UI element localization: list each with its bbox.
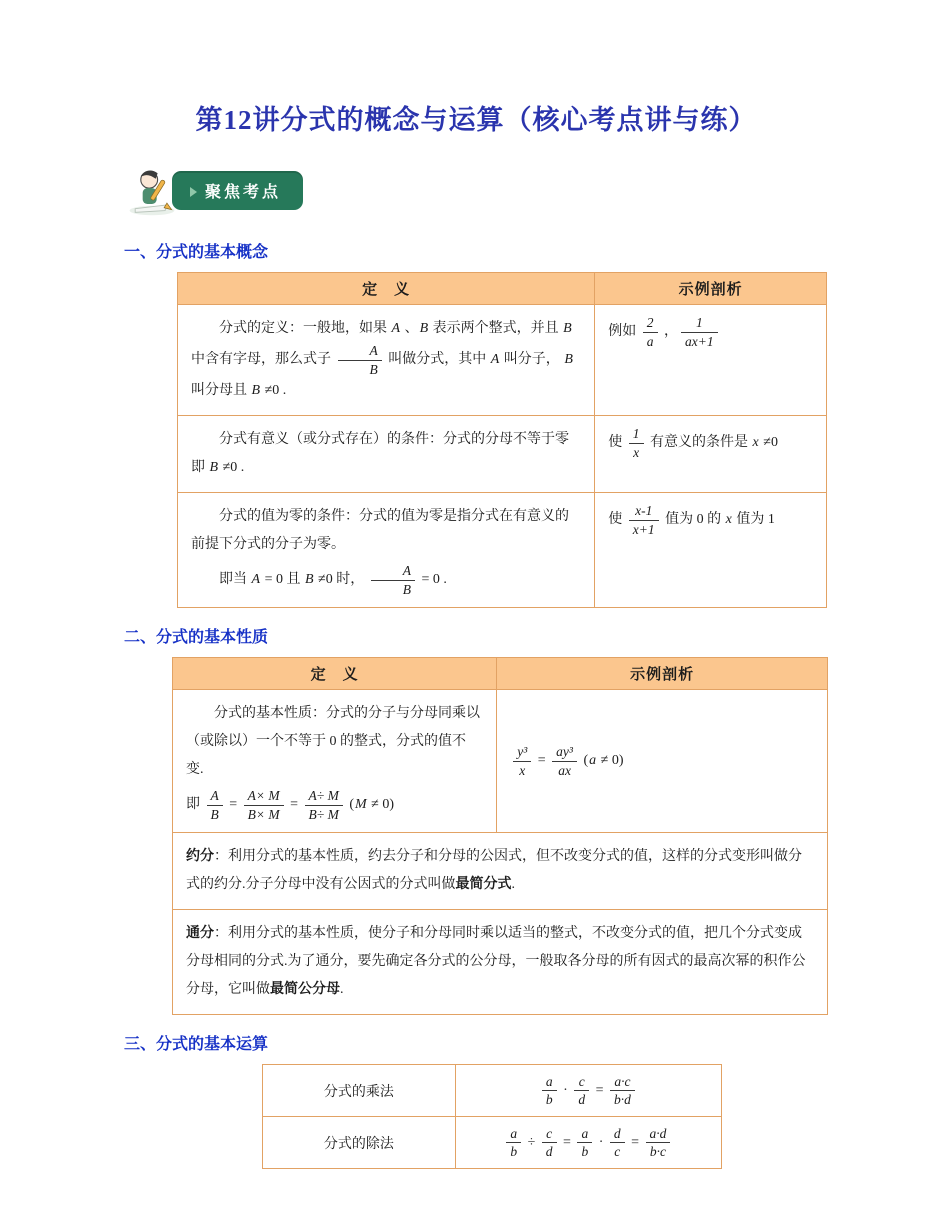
definition-cell (178, 416, 595, 493)
fraction: $\frac{a}{b}$ (577, 1126, 592, 1160)
fraction: $\frac{2}{a}$ (643, 315, 658, 349)
definition-formula: 即 $\frac{A}{B}$ = $\frac{A\times M}{B\times M}$ = $\frac{A\div M}{B\div M}$ (M ≠ 0) (186, 788, 395, 822)
definition-header: 定 义 (173, 658, 497, 690)
example-text: 使 $\frac{x-1}{x+1}$ 值为 0 的 x 值为 1 (608, 503, 775, 537)
fraction: $\frac{\text{y³}}{x}$ (513, 744, 531, 778)
operation-formula-cell: $\frac{a}{b}$ ÷ $\frac{c}{d}$ = $\frac{a}{b}$ · $\frac{d}{c}$ = $\frac{a\cdot d}{b\cdot c}$ (455, 1117, 721, 1169)
definition-header: 定 义 (178, 273, 595, 305)
table-row (178, 493, 827, 608)
section-heading-operations: 三、分式的基本运算 (124, 1036, 269, 1054)
example-header: 示例剖析 (497, 658, 828, 690)
example-cell (595, 493, 827, 608)
focus-badge-row (124, 161, 830, 219)
definition-text: 分式的基本性质：分式的分子与分母同乘以（或除以）一个不等于 0 的整式，分式的值不变. (186, 706, 480, 778)
definition-text: 分式有意义（或分式存在）的条件：分式的分母不等于零即 B ≠0 . (191, 432, 569, 476)
fraction: $\frac{a\cdot c}{b\cdot d}$ (610, 1074, 635, 1108)
operations-table (262, 1064, 722, 1169)
fraction: $\frac{1}{x}$ (629, 426, 644, 460)
fraction: $\frac{c}{d}$ (542, 1126, 557, 1160)
fraction: $\frac{a}{b}$ (542, 1074, 557, 1108)
table-row (263, 1065, 722, 1117)
fraction: $\frac{A}{B}$ (207, 788, 223, 822)
table-row (173, 910, 828, 1015)
definition-text: 分式的值为零的条件：分式的值为零是指分式在有意义的前提下分式的分子为零。 (191, 509, 569, 553)
properties-table (172, 657, 828, 1015)
fraction: $\frac{c}{d}$ (574, 1074, 589, 1108)
badge-flag-icon (190, 187, 197, 197)
fraction: $\frac{a}{b}$ (506, 1126, 521, 1160)
fraction: $\frac{A\times M}{B\times M}$ (244, 788, 284, 822)
fraction: $\frac{A}{B}$ (338, 343, 382, 377)
example-cell (497, 690, 828, 833)
definition-text: 即当 A = 0 且 B ≠0 时， $\frac{A}{B}$ = 0 . (219, 563, 447, 597)
definition-text: 分式的定义：一般地，如果 A 、B 表示两个整式，并且 B 中含有字母，那么式子 $\frac{A}{B}$ 叫做分式，其中 A 叫分子， B 叫分母且 B ≠0 . (191, 321, 573, 399)
yuefen-text: 约分：利用分式的基本性质，约去分子和分母的公因式，但不改变分式的值，这样的分式变形叫做分式的约分.分子分母中没有公因式的分式叫做最简分式. (186, 849, 802, 893)
yuefen-cell (173, 833, 828, 910)
table-row (263, 1117, 722, 1169)
definition-cell (178, 305, 595, 416)
fraction: $\frac{a\cdot d}{b\cdot c}$ (646, 1126, 671, 1160)
student-illustration-icon (124, 162, 180, 218)
fraction: $\frac{A\div M}{B\div M}$ (305, 788, 343, 822)
example-formula: $\frac{\text{y³}}{x}$ = $\frac{\text{ay³}}{ax}$ (a ≠ 0) (510, 744, 814, 778)
example-header: 示例剖析 (595, 273, 827, 305)
definition-cell (178, 493, 595, 608)
operation-label-cell: 分式的乘法 (263, 1065, 456, 1117)
section-heading-properties: 二、分式的基本性质 (124, 629, 269, 647)
example-cell (595, 416, 827, 493)
tongfen-cell (173, 910, 828, 1015)
operation-label-cell: 分式的除法 (263, 1117, 456, 1169)
example-text: 使 $\frac{1}{x}$ 有意义的条件是 x ≠0 (608, 426, 778, 460)
fraction: $\frac{A}{B}$ (371, 563, 415, 597)
focus-badge-label: 聚焦考点 (205, 183, 282, 201)
page-title: 第12讲分式的概念与运算（核心考点讲与练） (195, 105, 757, 135)
tongfen-text: 通分：利用分式的基本性质，使分子和分母同时乘以适当的整式，不改变分式的值，把几个分式变成分母相同的分式.为了通分，要先确定各分式的公分母，一般取各分母的所有因式的最高次幂的积作公分母，它叫做最简公分母. (186, 926, 806, 998)
fraction: $\frac{x-1}{x+1}$ (629, 503, 659, 537)
table-row (173, 833, 828, 910)
example-text: 例如 $\frac{2}{a}$ ， $\frac{1}{ax+1}$ (608, 315, 813, 349)
concepts-table (177, 272, 827, 608)
table-row (178, 305, 827, 416)
focus-badge (172, 171, 303, 210)
fraction: $\frac{\text{ay³}}{ax}$ (552, 744, 577, 778)
fraction: $\frac{d}{c}$ (610, 1126, 625, 1160)
definition-cell (173, 690, 497, 833)
operation-formula-cell: $\frac{a}{b}$ · $\frac{c}{d}$ = $\frac{a\cdot c}{b\cdot d}$ (455, 1065, 721, 1117)
table-row (178, 416, 827, 493)
example-cell (595, 305, 827, 416)
table-header-row (178, 273, 827, 305)
section-heading-concepts: 一、分式的基本概念 (124, 244, 269, 261)
table-row (173, 690, 828, 833)
table-header-row (173, 658, 828, 690)
fraction: $\frac{1}{ax+1}$ (681, 315, 718, 349)
